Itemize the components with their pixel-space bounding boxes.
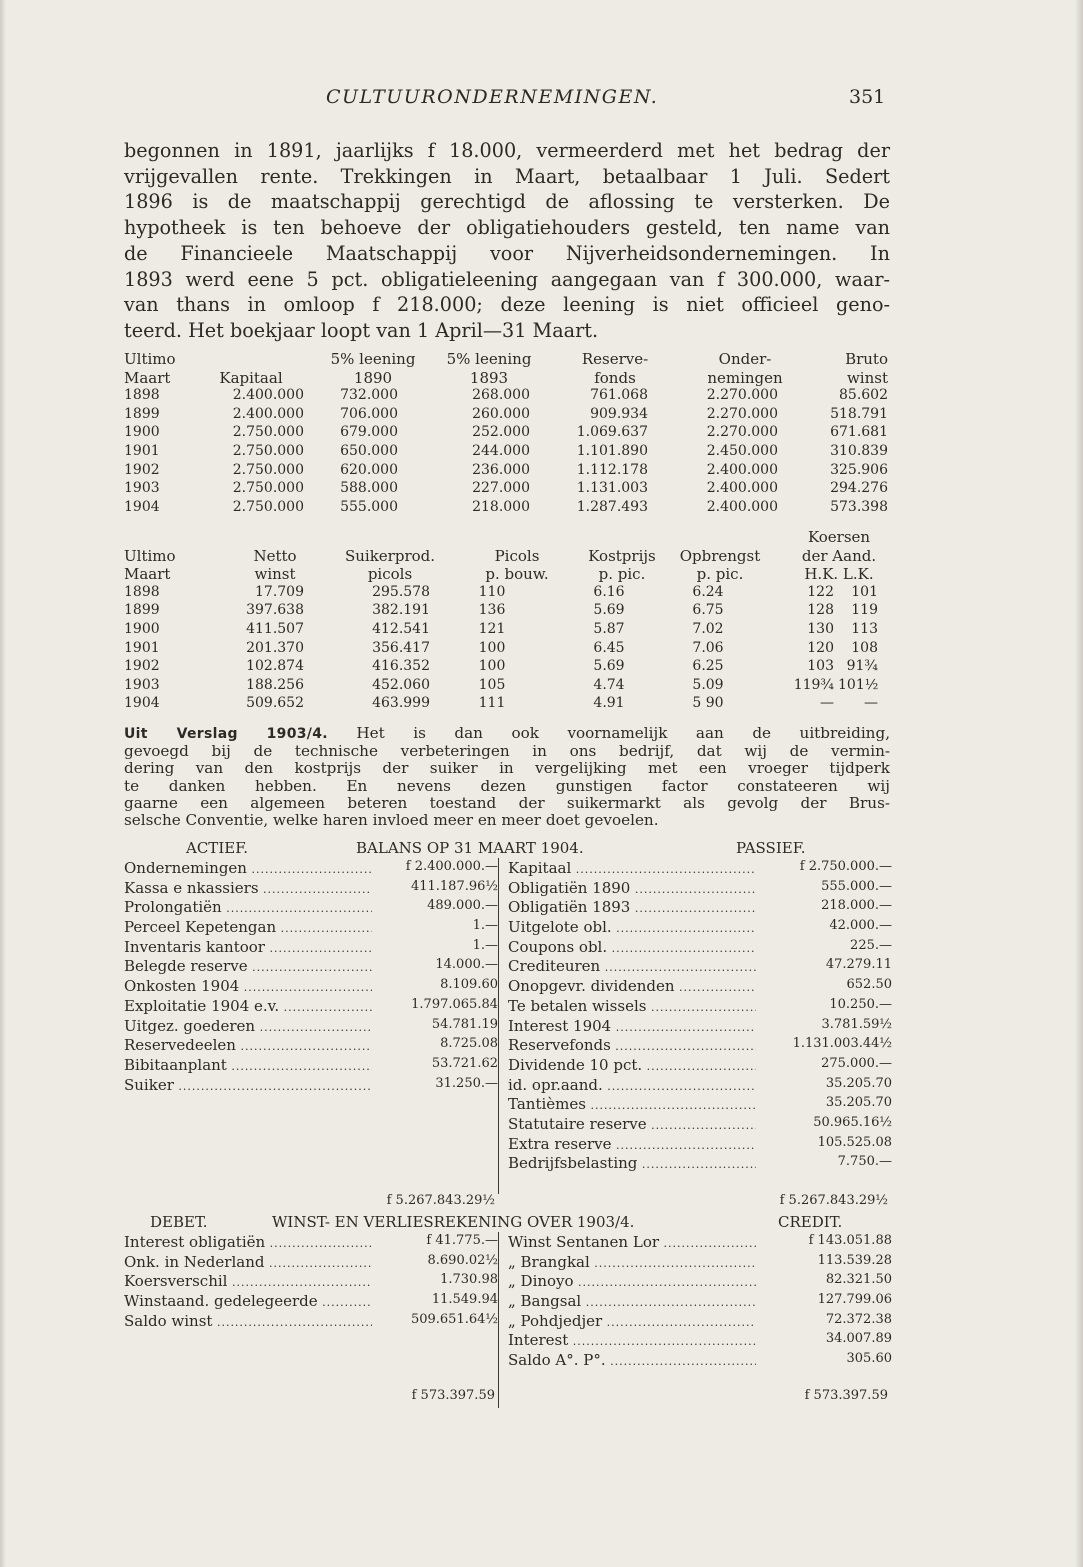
table1-head: 1893 [469,368,509,387]
table1-cell: 1901 [124,442,160,459]
ledger-amount: 31.250.— [372,1076,498,1091]
ledger-label: Dividende 10 pct. ..... [508,1056,763,1074]
table1-head: 1890 [353,368,393,387]
table1-head: Reserve- [581,350,649,368]
table-row [0,406,1083,425]
table2-cell: 128 [807,602,834,619]
winst-right-column [0,1233,1083,1371]
ledger-label: Exploitatie 1904 e.v. ..... [124,997,379,1015]
table1-cell: 679.000 [340,424,398,441]
table2-cell: 119 [851,602,878,619]
ledger-label: Uitgelote obl. ..... [508,918,763,936]
table1-cell: 252.000 [472,424,530,441]
table2-cell: 110 [478,583,506,600]
verslag-line: gevoegd bij de technische verbeteringen in ons bedrijf, dat wij de vermin- [124,742,890,761]
table2-cell: 4.91 [593,695,625,712]
table1-head: Onder- [718,350,772,368]
table1-cell: 732.000 [340,387,398,404]
ledger-label: Saldo winst ..... [124,1312,379,1330]
ledger-amount: 35.205.70 [756,1076,892,1091]
table2-cell: 201.370 [246,639,304,656]
table2-cell: — [820,695,834,712]
table2-cell: 101½ [838,676,879,693]
table2-head: Ultimo [124,546,176,565]
table-row [0,695,1083,714]
ledger-label: „ Brangkal ..... [508,1253,763,1271]
table2-cell: 412.541 [372,620,430,637]
ledger-amount: 218.000.— [756,898,892,913]
ledger-row [0,1036,1083,1056]
ledger-label: Saldo A°. P°. ..... [508,1351,763,1369]
table1-cell: 1.112.178 [576,461,648,478]
winst-heading [0,1213,1083,1231]
ledger-row [0,997,1083,1017]
ledger-label: Tantièmes ..... [508,1095,763,1113]
ledger-amount: 105.525.08 [756,1135,892,1150]
table2-head: picols [367,565,413,584]
table2-cell: 6.25 [692,658,724,675]
verslag-line [124,725,890,743]
table2-cell: 136 [478,602,506,619]
ledger-amount: 7.750.— [756,1154,892,1169]
ledger-row [0,938,1083,958]
ledger-label: Onopgevr. dividenden ..... [508,977,763,995]
table2-head: der Aand. [801,546,877,565]
ledger-amount: 72.372.38 [756,1312,892,1327]
table1-head: fonds [594,368,636,387]
table2-cell: 6.45 [593,639,625,656]
table2-cell: 7.06 [692,639,724,656]
table-row [0,462,1083,481]
ledger-amount: 305.60 [756,1351,892,1366]
ledger-label: Ondernemingen ..... [124,859,379,877]
table1-cell: 2.450.000 [706,442,778,459]
table2-cell: 509.652 [246,695,304,712]
table1-cell: 2.750.000 [232,442,304,459]
table1-cell: 2.750.000 [232,498,304,515]
ledger-label: Uitgez. goederen ..... [124,1017,379,1035]
winst-left-total: f 573.397.59 [411,1388,495,1403]
intro-line: vrijgevallen rente. Trekkingen in Maart, betaalbaar 1 Juli. Sedert [124,164,890,188]
balans-totals [0,1193,1083,1211]
balans-heading [0,839,1083,857]
table2-header-row [0,547,1083,566]
ledger-label: Winst Sentanen Lor ..... [508,1233,763,1251]
table2-head: Netto [253,546,297,565]
ledger-row [0,1017,1083,1037]
table1-cell: 2.400.000 [232,387,304,404]
table1-head: Maart [124,368,171,387]
ledger-amount: 8.725.08 [372,1036,498,1051]
ledger-row [0,1233,1083,1253]
table1-cell: 761.068 [590,387,648,404]
page-number: 351 [849,86,886,108]
table1-cell: 2.400.000 [232,405,304,422]
table1-cell: 555.000 [340,498,398,515]
table2-cell: 382.191 [372,602,430,619]
ledger-amount: 11.549.94 [372,1292,498,1307]
ledger-amount: f 41.775.— [372,1233,498,1248]
table2-cell: 6.16 [593,583,625,600]
ledger-label: Extra reserve ..... [508,1135,763,1153]
ledger-amount: 54.781.19 [372,1017,498,1032]
table1-cell: 2.750.000 [232,480,304,497]
page-header [0,86,1083,110]
table1-cell: 588.000 [340,480,398,497]
ledger-amount: 50.965.16½ [756,1115,892,1130]
ledger-label: Suiker ..... [124,1076,379,1094]
table2-head: Suikerprod. [344,546,436,565]
ledger-row [0,1351,1083,1371]
table2-cell: 1900 [124,620,160,637]
ledger-amount: 1.131.003.44½ [756,1036,892,1051]
table1-cell: 620.000 [340,461,398,478]
winst-left-title: DEBET. [150,1213,208,1231]
winst-right-total: f 573.397.59 [804,1388,888,1403]
winst-totals [0,1388,1083,1406]
ledger-amount: 1.797.065.84 [372,997,498,1012]
table1-header-row [0,369,1083,388]
balans-right-title: PASSIEF. [736,839,806,857]
ledger-row [0,1331,1083,1351]
table1-cell: 2.270.000 [706,387,778,404]
ledger-amount: 42.000.— [756,918,892,933]
table1-cell: 1902 [124,461,160,478]
table1-cell: 1900 [124,424,160,441]
ledger-amount: 1.— [372,918,498,933]
table2-head: p. pic. [696,565,744,584]
running-title: CULTUURONDERNEMINGEN. [326,86,659,108]
table2-cell: 6.75 [692,602,724,619]
table2-cell: 130 [807,620,834,637]
intro-line: van thans in omloop f 218.000; deze leening is niet officieel geno- [124,293,890,317]
verslag-line: selsche Conventie, welke haren invloed meer en meer doet gevoelen. [124,811,659,830]
table2-body [0,584,1083,714]
table1-cell: 650.000 [340,442,398,459]
table2-cell: 102.874 [246,658,304,675]
ledger-row [0,1292,1083,1312]
table1-head: nemingen [707,368,783,387]
table2-head: Maart [124,565,171,584]
ledger-label: Perceel Kepetengan ..... [124,918,379,936]
ledger-row [0,918,1083,938]
ledger-row [0,957,1083,977]
table1-cell: 1.131.003 [576,480,648,497]
table2-cell: 463.999 [372,695,430,712]
table-row [0,387,1083,406]
table1-cell: 227.000 [472,480,530,497]
ledger-row [0,859,1083,879]
intro-line: 1893 werd eene 5 pct. obligatieleening aangegaan van f 300.000, waar- [124,267,890,291]
table1-head: Ultimo [124,350,176,368]
ledger-amount: 275.000.— [756,1056,892,1071]
table2-cell: 101 [851,583,878,600]
winst-right-title: CREDIT. [778,1213,843,1231]
ledger-row [0,879,1083,899]
ledger-amount: 35.205.70 [756,1095,892,1110]
table2-cell: 1898 [124,583,160,600]
table1-cell: 1.069.637 [576,424,648,441]
ledger-row [0,977,1083,997]
table2-cell: 5.69 [593,602,625,619]
ledger-label: Coupons obl. ..... [508,938,763,956]
table1-cell: 573.398 [830,498,888,515]
ledger-label: Bibitaanplant ..... [124,1056,379,1074]
table1-cell: 2.750.000 [232,424,304,441]
table-row [0,658,1083,677]
ledger-amount: 34.007.89 [756,1331,892,1346]
ledger-label: Interest ..... [508,1331,763,1349]
table1-cell: 1904 [124,498,160,515]
ledger-label: Reservedeelen ..... [124,1036,379,1054]
table1-head: 5% leening [446,350,532,368]
ledger-label: Prolongatiën ..... [124,898,379,916]
table-row [0,584,1083,603]
ledger-row [0,1095,1083,1115]
verslag-line: dering van den kostprijs der suiker in vergelijking met een vroeger tijdperk [124,759,890,778]
table2-head: Kostprijs [588,546,656,565]
ledger-amount: 555.000.— [756,879,892,894]
table2-header-row [0,565,1083,584]
intro-line: hypotheek is ten behoeve der obligatiehouders gesteld, ten name van [124,216,890,240]
table2-head: winst [254,565,296,584]
table2-cell: 5 90 [692,695,724,712]
table2-head: p. pic. [598,565,646,584]
ledger-amount: 47.279.11 [756,957,892,972]
ledger-row [0,1076,1083,1096]
table1-cell: 1903 [124,480,160,497]
ledger-amount: 1.— [372,938,498,953]
table2-cell: 1899 [124,602,160,619]
table1-cell: 2.270.000 [706,405,778,422]
table2-cell: 113 [851,620,878,637]
table1-cell: 325.906 [830,461,888,478]
table1-header-row [0,350,1083,369]
ledger-row [0,1253,1083,1273]
ledger-label: Belegde reserve ..... [124,957,379,975]
table1-cell: 310.839 [830,442,888,459]
ledger-amount: f 143.051.88 [756,1233,892,1248]
table1-cell: 236.000 [472,461,530,478]
ledger-amount: 509.651.64½ [372,1312,498,1327]
balans-right-total: f 5.267.843.29½ [779,1193,888,1208]
table2-cell: 295.578 [372,583,430,600]
table1-cell: 268.000 [472,387,530,404]
winst-center-title: WINST- EN VERLIESREKENING OVER 1903/4. [272,1213,635,1231]
intro-line: 1896 is de maatschappij gerechtigd de aflossing te versterken. De [124,190,890,214]
ledger-row [0,1272,1083,1292]
table1-cell: 2.750.000 [232,461,304,478]
table2-cell: 5.09 [692,676,724,693]
ledger-amount: 1.730.98 [372,1272,498,1287]
finance-table-2 [0,528,1083,714]
table2-cell: 105 [478,676,506,693]
table2-head: Koersen [807,528,871,546]
ledger-label: „ Dinoyo ..... [508,1272,763,1290]
verslag-line: te danken hebben. En nevens dezen gunstigen factor constateeren wij [124,776,890,795]
ledger-label: Winstaand. gedelegeerde ..... [124,1292,379,1310]
table2-cell: 452.060 [372,676,430,693]
table2-head: p. bouw. [485,565,549,584]
table1-cell: 1898 [124,387,160,404]
balans-left-total: f 5.267.843.29½ [386,1193,495,1208]
ledger-label: „ Pohdjedjer ..... [508,1312,763,1330]
table2-cell: 5.87 [593,620,625,637]
table1-cell: 706.000 [340,405,398,422]
balans-center-title: BALANS OP 31 MAART 1904. [356,839,584,857]
table1-head: 5% leening [330,350,416,368]
table2-cell: 188.256 [246,676,304,693]
table1-cell: 294.276 [830,480,888,497]
table-row [0,499,1083,518]
ledger-amount: 225.— [756,938,892,953]
table1-body [0,387,1083,517]
ledger-amount: 489.000.— [372,898,498,913]
ledger-label: Obligatiën 1890 ..... [508,879,763,897]
ledger-amount: f 2.400.000.— [372,859,498,874]
table1-cell: 1899 [124,405,160,422]
ledger-label: „ Bangsal ..... [508,1292,763,1310]
table2-cell: 397.638 [246,602,304,619]
table2-cell: 5.69 [593,658,625,675]
table1-cell: 1.287.493 [576,498,648,515]
table-row [0,443,1083,462]
table2-head: Picols [494,546,540,565]
table2-cell: 103 [807,658,834,675]
table2-cell: 100 [478,639,506,656]
table2-header-row [0,528,1083,547]
ledger-label: Inventaris kantoor ..... [124,938,379,956]
ledger-amount: 82.321.50 [756,1272,892,1287]
table1-head: Bruto [845,350,888,368]
intro-line: teerd. Het boekjaar loopt van 1 April—31 Maart. [124,318,599,342]
table2-cell: 17.709 [255,583,304,600]
table-row [0,621,1083,640]
table2-cell: 416.352 [372,658,430,675]
ledger-label: Reservefonds ..... [508,1036,763,1054]
table-row [0,424,1083,443]
ledger-row [0,1312,1083,1332]
ledger-amount: 8.109.60 [372,977,498,992]
table1-cell: 2.270.000 [706,424,778,441]
ledger-row [0,1115,1083,1135]
table2-cell: 1902 [124,658,160,675]
table2-cell: 1901 [124,639,160,656]
table2-cell: 120 [807,639,834,656]
table1-cell: 1.101.890 [576,442,648,459]
table1-cell: 2.400.000 [706,480,778,497]
ledger-label: id. opr.aand. ..... [508,1076,763,1094]
table2-cell: 411.507 [246,620,304,637]
table2-cell: 121 [478,620,506,637]
table1-head: Kapitaal [219,368,283,387]
ledger-label: Te betalen wissels ..... [508,997,763,1015]
ledger-label: Interest obligatiën ..... [124,1233,379,1251]
ledger-label: Onk. in Nederland ..... [124,1253,379,1271]
intro-line: de Financieele Maatschappij voor Nijverheidsondernemingen. In [124,241,890,265]
table1-cell: 2.400.000 [706,498,778,515]
table1-cell: 260.000 [472,405,530,422]
verslag-first-text: Het is dan ook voornamelijk aan de uitbreiding, [356,724,891,742]
table1-cell: 909.934 [590,405,648,422]
ledger-label: Kapitaal ..... [508,859,763,877]
ledger-amount: 14.000.— [372,957,498,972]
table2-cell: 108 [851,639,878,656]
table2-cell: 7.02 [692,620,724,637]
ledger-row [0,898,1083,918]
ledger-label: Obligatiën 1893 ..... [508,898,763,916]
ledger-amount: 652.50 [756,977,892,992]
table2-cell: 91¾ [846,658,878,675]
table-row [0,677,1083,696]
ledger-label: Onkosten 1904 ..... [124,977,379,995]
verslag-paragraph [124,725,890,829]
ledger-amount: 411.187.96½ [372,879,498,894]
table-row [0,480,1083,499]
table2-head: Opbrengst [679,546,761,565]
ledger-amount: 113.539.28 [756,1253,892,1268]
intro-paragraph [124,138,890,344]
ledger-amount: 127.799.06 [756,1292,892,1307]
verslag-label: Uit Verslag 1903/4. [124,726,328,742]
balans-left-title: ACTIEF. [186,839,249,857]
table2-cell: 119¾ [793,676,834,693]
ledger-amount: 10.250.— [756,997,892,1012]
ledger-label: Bedrijfsbelasting ..... [508,1154,763,1172]
intro-line: begonnen in 1891, jaarlijks f 18.000, vermeerderd met het bedrag der [124,139,890,162]
table1-cell: 85.602 [839,387,888,404]
table1-head: winst [846,368,888,387]
table2-cell: 1904 [124,695,160,712]
table2-cell: 1903 [124,676,160,693]
table2-cell: 111 [478,695,506,712]
table2-cell: 356.417 [372,639,430,656]
ledger-label: Statutaire reserve ..... [508,1115,763,1133]
ledger-amount: 53.721.62 [372,1056,498,1071]
table2-cell: 122 [807,583,834,600]
table2-head: H.K. L.K. [804,565,874,584]
table1-cell: 671.681 [830,424,888,441]
ledger-label: Interest 1904 ..... [508,1017,763,1035]
ledger-amount: 8.690.02½ [372,1253,498,1268]
table1-cell: 518.791 [830,405,888,422]
table2-cell: 100 [478,658,506,675]
table2-cell: 4.74 [593,676,625,693]
table-row [0,640,1083,659]
ledger-row [0,1135,1083,1155]
balans-right-column [0,859,1083,1174]
ledger-row [0,1056,1083,1076]
finance-table-1 [0,350,1083,517]
table1-cell: 218.000 [472,498,530,515]
table1-cell: 244.000 [472,442,530,459]
ledger-label: Kassa e nkassiers ..... [124,879,379,897]
ledger-label: Koersverschil ..... [124,1272,379,1290]
ledger-label: Crediteuren ..... [508,957,763,975]
table-row [0,602,1083,621]
table1-cell: 2.400.000 [706,461,778,478]
table2-cell: — [864,695,878,712]
ledger-amount: f 2.750.000.— [756,859,892,874]
ledger-amount: 3.781.59½ [756,1017,892,1032]
verslag-line: gaarne een algemeen beteren toestand der suikermarkt als gevolg der Brus- [124,793,890,812]
ledger-row [0,1154,1083,1174]
table2-cell: 6.24 [692,583,724,600]
